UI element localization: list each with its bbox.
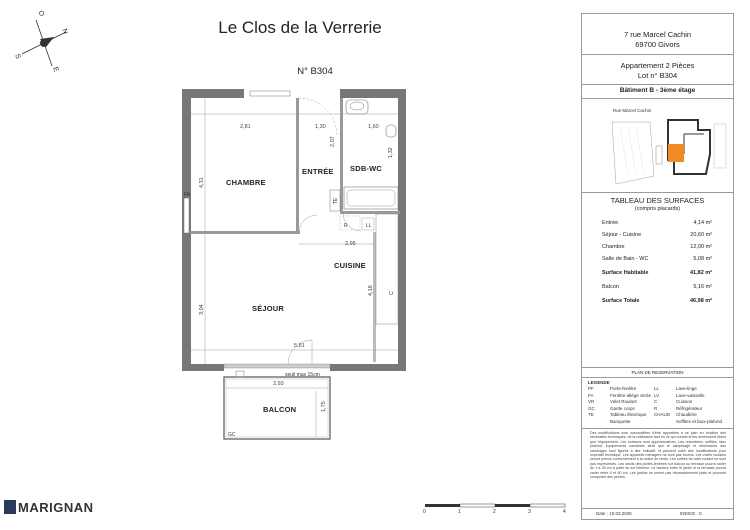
scale-0: 0 [423, 509, 426, 515]
legend-code: LV [654, 392, 660, 398]
legend-text: Lave-vaisselle [676, 392, 705, 398]
surface-label: Surface Totale [602, 298, 640, 304]
scale-2: 2 [493, 509, 496, 515]
surface-label: Balcon [602, 284, 619, 290]
surface-label: Entrée [602, 220, 619, 226]
dim-cuisine-height: 4,18 [368, 285, 374, 296]
surface-row [602, 232, 712, 238]
fixture-ll: LL [366, 223, 372, 229]
dim-chambre-width: 2,81 [240, 124, 251, 130]
fixture-c: C [388, 291, 395, 295]
legend-code: C [654, 399, 658, 404]
surface-label: Salle de Bain - WC [602, 256, 649, 262]
legend-text: Garde corps [610, 405, 635, 411]
apartment-type: Appartement 2 Pièces [620, 61, 695, 70]
scale-1: 1 [458, 509, 461, 515]
compass-e: E [51, 66, 60, 73]
legend-text: Réfrigérateur [676, 405, 703, 411]
dim-balcon-height: 1,75 [321, 401, 327, 412]
legend-text: Cuisson [676, 399, 693, 404]
plan-indice: INDICE : 0 [680, 511, 702, 516]
room-balcon: BALCON [263, 405, 297, 414]
scale-4: 4 [563, 509, 566, 515]
legend-code: VR [588, 399, 595, 404]
plan-date: Date : 10.03.2026 [596, 511, 632, 516]
surface-value: 4,14 m² [693, 220, 712, 226]
fixture-r: R [344, 223, 348, 229]
info-panel [581, 13, 734, 520]
scale-3: 3 [528, 509, 531, 515]
legend-text: Volet Roulant [610, 399, 637, 404]
dim-sejour-height: 3,04 [199, 304, 205, 315]
room-entree: ENTRÉE [302, 167, 334, 176]
dim-entree-height: 2,07 [330, 136, 336, 147]
room-cuisine: CUISINE [334, 261, 366, 270]
dim-balcon-width: 2,93 [273, 381, 284, 387]
surface-value: 41,82 m² [689, 270, 712, 276]
disclaimer-notes: Des modifications sont susceptibles d'être apportées à ce plan en fonction des nécessités techniques, de la réalisation tant en ce qui concerne les dimensions libres que l'équipement. Les surfaces sont approximatives. Les retombées, soffites, faux plafond, équipements sanitaires ainsi que le calepinage et dimensions des carrelages sont figurés à titre indicatif, et peuvent subir des modifications pour impératif technique. Les appareils ménagers ne sont pas fournis. Les volets roulants seront prévus conformément à la notice de vente. Les coffres de volet roulant ne sont pas représentés. Les seuils des portes-fenêtres sur balcon ou terrasse pourra varier de 1 à 35 cm à partir du sol intérieur. La hauteur entre le jardin et la terrasse pourra varier entre 0 et 60 cm. Les jardins ne seront pas nécessairement plats et pourront comporter des pentes. [590, 431, 726, 480]
address-line-2: 69700 Givors [635, 40, 680, 49]
compass-n: N [60, 27, 69, 36]
legend-title: LEGENDE [588, 380, 610, 385]
surface-value: 46,98 m² [689, 298, 712, 304]
dim-chambre-height: 4,31 [199, 177, 205, 188]
legend-text: Chaudière [676, 412, 697, 417]
surfaces-title: TABLEAU DES SURFACES [610, 196, 705, 205]
room-sdb: SDB-WC [350, 164, 383, 173]
dim-cuisine-width: 2,95 [345, 241, 356, 247]
address-line-1: 7 rue Marcel Cachin [623, 30, 692, 39]
marignan-logo: MARIGNAN [18, 500, 94, 515]
plan-reservation-label: PLAN DE RESERVATION [631, 370, 684, 375]
legend-code: GC [588, 405, 595, 411]
legend-code: CHAUD [654, 412, 671, 417]
surface-row [602, 256, 712, 262]
legend-text: Tableau électrique [610, 412, 647, 417]
dim-sdb-height: 1,32 [388, 147, 394, 158]
legend-text: Lave-linge [676, 386, 697, 391]
surfaces-subtitle: (compris placards) [634, 206, 681, 212]
threshold-note: seuil max 15cm [285, 372, 320, 378]
legend-text: Banquette [610, 418, 631, 424]
fixture-fa: FA [184, 192, 191, 198]
fixture-te: TE [333, 197, 340, 205]
marignan-logo-mark [4, 500, 16, 514]
legend-text: Porte-fenêtre [610, 386, 637, 391]
compass-o: O [36, 9, 45, 18]
surface-value: 12,00 m² [690, 244, 712, 250]
legend-text: Fenêtre allège vitrée [610, 392, 652, 398]
room-chambre: CHAMBRE [226, 178, 266, 187]
compass-s: S [13, 53, 22, 60]
surface-value: 5,08 m² [693, 256, 712, 262]
building-floor: Bâtiment B - 3ème étage [619, 87, 696, 94]
legend-code: R [654, 405, 658, 411]
project-title: Le Clos de la Verrerie [218, 18, 382, 37]
dim-entree-width: 1,30 [315, 124, 326, 130]
lot-number: N° B304 [297, 66, 333, 77]
surface-value: 5,16 m² [693, 284, 712, 290]
surface-label: Chambre [602, 244, 625, 250]
fixture-gc: GC [228, 432, 236, 438]
surface-row [602, 244, 712, 250]
dim-sdb-width: 1,60 [368, 124, 379, 130]
street-name: Rue Marcel Cachin [612, 108, 652, 113]
dim-sejour-width: 5,81 [294, 343, 305, 349]
apartment-lot: Lot n° B304 [637, 71, 678, 80]
surface-row [602, 298, 712, 304]
legend-code: PF [588, 386, 594, 391]
room-sejour: SÉJOUR [252, 304, 285, 313]
surface-row [602, 284, 712, 290]
surface-row [602, 220, 712, 226]
surface-label: Surface Habitable [602, 270, 649, 276]
surface-label: Séjour - Cuisine [602, 232, 642, 238]
surface-value: 20,60 m² [690, 232, 712, 238]
surface-row [602, 270, 712, 276]
location-map [610, 114, 730, 194]
legend-code: TE [588, 412, 594, 417]
legend-code: LL [654, 386, 660, 391]
legend-code: FA [588, 392, 594, 398]
legend-text: Soffites et faux-plafond [676, 418, 722, 424]
